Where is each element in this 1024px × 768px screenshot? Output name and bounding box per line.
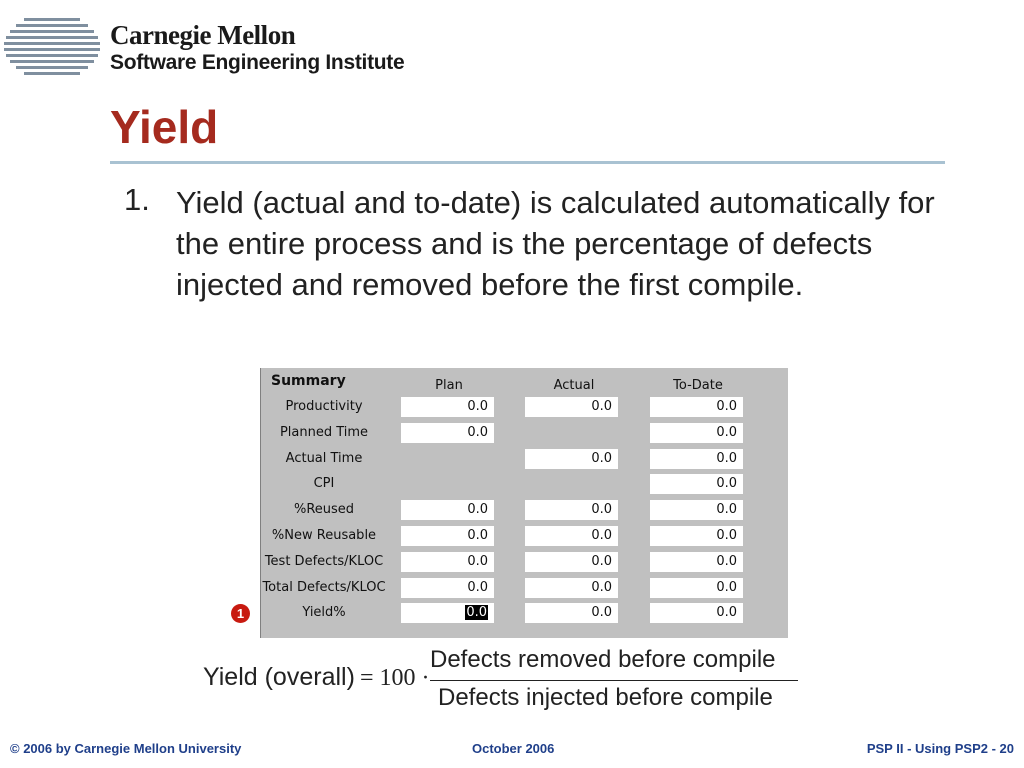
todate-field[interactable]: 0.0 [650, 578, 743, 598]
footer-page: PSP II - Using PSP2 - 20 [866, 741, 1014, 756]
column-header-todate: To-Date [673, 378, 723, 393]
todate-field[interactable]: 0.0 [650, 500, 743, 520]
row-label: Total Defects/KLOC [262, 580, 386, 595]
column-header-actual: Actual [553, 378, 595, 393]
plan-field[interactable]: 0.0 [401, 552, 494, 572]
actual-field[interactable]: 0.0 [525, 500, 618, 520]
summary-title: Summary [271, 373, 346, 389]
actual-field[interactable]: 0.0 [525, 526, 618, 546]
row-label: Actual Time [285, 451, 363, 466]
title-divider [110, 161, 945, 164]
row-label: Test Defects/KLOC [264, 554, 384, 569]
row-label: Yield% [302, 605, 346, 620]
todate-field[interactable]: 0.0 [650, 397, 743, 417]
callout-badge: 1 [231, 604, 250, 623]
bullet-number: 1. [124, 182, 150, 217]
todate-field[interactable]: 0.0 [650, 474, 743, 494]
actual-field[interactable]: 0.0 [525, 603, 618, 623]
sei-logo-mark [2, 16, 102, 76]
actual-field[interactable]: 0.0 [525, 552, 618, 572]
todate-field[interactable]: 0.0 [650, 603, 743, 623]
footer-copyright: © 2006 by Carnegie Mellon University [10, 741, 242, 756]
summary-panel [260, 368, 788, 638]
actual-field[interactable]: 0.0 [525, 578, 618, 598]
formula-equals: = 100 · [360, 665, 430, 691]
plan-field[interactable]: 0.0 [401, 526, 494, 546]
footer-date: October 2006 [472, 741, 555, 756]
actual-field[interactable]: 0.0 [525, 449, 618, 469]
plan-field[interactable]: 0.0 [401, 423, 494, 443]
todate-field[interactable]: 0.0 [650, 449, 743, 469]
plan-field[interactable]: 0.0 [401, 578, 494, 598]
row-label: Productivity [285, 399, 363, 414]
logo-text-sei: Software Engineering Institute [110, 51, 405, 74]
plan-field[interactable]: 0.0 [401, 397, 494, 417]
todate-field[interactable]: 0.0 [650, 423, 743, 443]
slide-title: Yield [110, 101, 219, 153]
selected-value: 0.0 [466, 605, 487, 620]
row-label: Planned Time [279, 425, 369, 440]
row-label: %New Reusable [271, 528, 377, 543]
formula-numerator: Defects removed before compile [430, 646, 776, 673]
bullet-text: Yield (actual and to-date) is calculated automatically for the entire process and is the percentage of defects injected and removed before the first compile. [176, 185, 935, 302]
column-header-plan: Plan [435, 378, 463, 393]
todate-field[interactable]: 0.0 [650, 526, 743, 546]
actual-field[interactable]: 0.0 [525, 397, 618, 417]
todate-field[interactable]: 0.0 [650, 552, 743, 572]
row-label: CPI [313, 476, 335, 491]
fraction-bar [430, 680, 798, 681]
plan-field[interactable] [401, 603, 494, 623]
formula-lhs: Yield (overall) [203, 663, 355, 691]
plan-field[interactable]: 0.0 [401, 500, 494, 520]
logo-text-cmu: Carnegie Mellon [110, 20, 296, 50]
formula-denominator: Defects injected before compile [438, 684, 773, 711]
row-label: %Reused [293, 502, 355, 517]
